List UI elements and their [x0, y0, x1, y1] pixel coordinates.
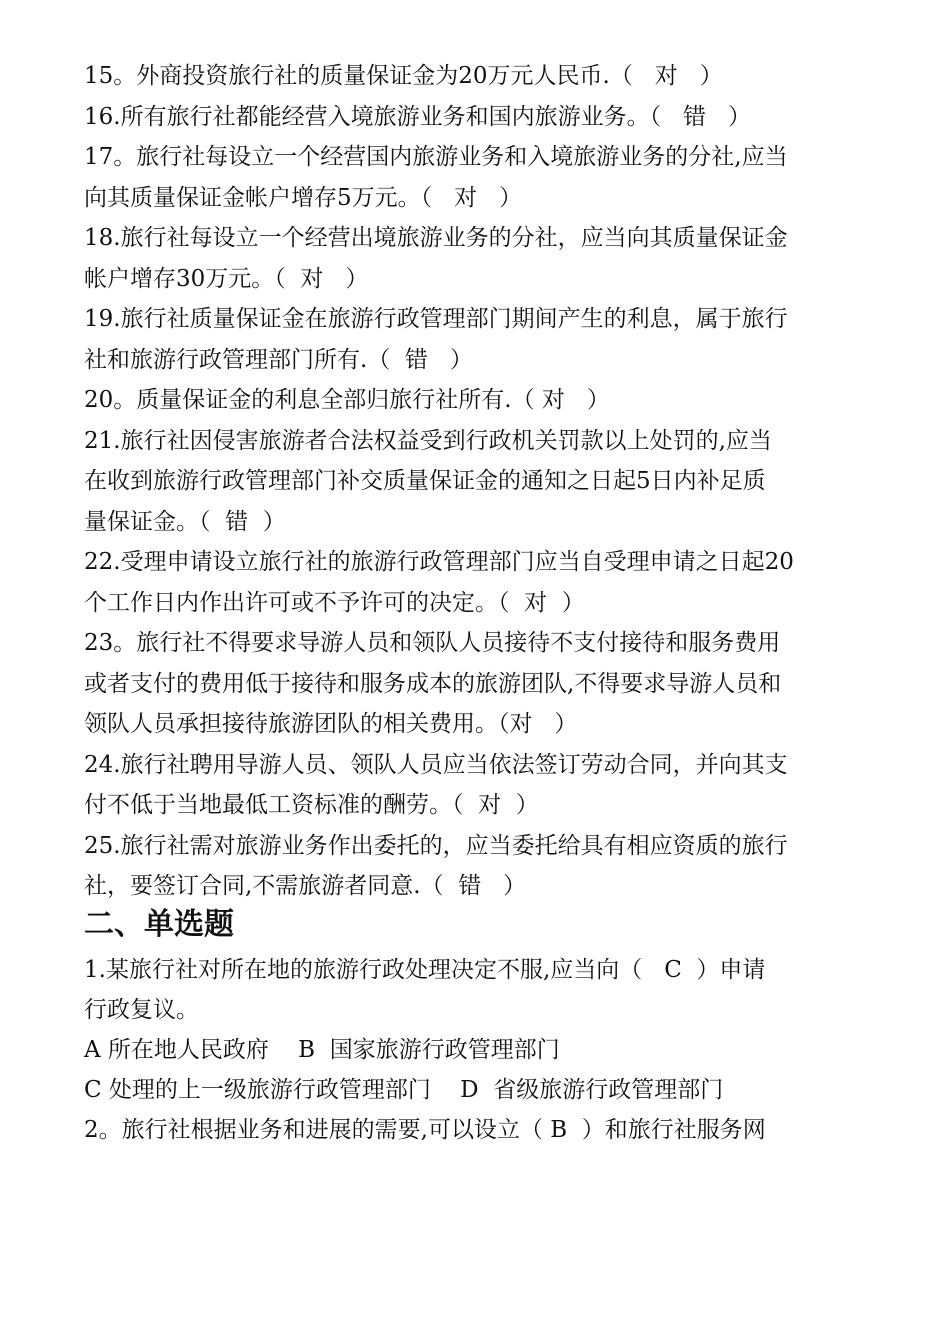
text-line: 个工作日内作出许可或不予许可的决定。（ 对 ） [84, 590, 585, 616]
text-line: 领队人员承担接待旅游团队的相关费用。（对 ） [84, 711, 578, 737]
text-line: 量保证金。（ 错 ） [84, 509, 286, 535]
text-line: 或者支付的费用低于接待和服务成本的旅游团队,不得要求导游人员和 [84, 671, 782, 697]
text-line: 22.受理申请设立旅行社的旅游行政管理部门应当自受理申请之日起20 [84, 549, 794, 575]
text-line: 24.旅行社聘用导游人员、领队人员应当依法签订劳动合同，并向其支 [84, 752, 788, 778]
text-line: 15。外商投资旅行社的质量保证金为20万元人民币.（ 对 ） [84, 63, 723, 89]
text-line: 25.旅行社需对旅游业务作出委托的，应当委托给具有相应资质的旅行 [84, 833, 788, 859]
text-line: 在收到旅游行政管理部门补交质量保证金的通知之日起5日内补足质 [84, 468, 766, 494]
text-line: C 处理的上一级旅游行政管理部门 D 省级旅游行政管理部门 [84, 1077, 724, 1103]
text-line: 18.旅行社每设立一个经营出境旅游业务的分社，应当向其质量保证金 [84, 225, 788, 251]
text-line: 社和旅游行政管理部门所有.（ 错 ） [84, 347, 473, 373]
text-line: 23。旅行社不得要求导游人员和领队人员接待不支付接待和服务费用 [84, 630, 781, 656]
text-line: 付不低于当地最低工资标准的酬劳。（ 对 ） [84, 792, 539, 818]
text-line: 16.所有旅行社都能经营入境旅游业务和国内旅游业务。（ 错 ） [84, 104, 751, 130]
text-line: 帐户增存30万元。（ 对 ） [84, 266, 369, 292]
text-line: 17。旅行社每设立一个经营国内旅游业务和入境旅游业务的分社,应当 [84, 144, 788, 170]
text-line: 社，要签订合同,不需旅游者同意.（ 错 ） [84, 873, 527, 899]
text-line: 向其质量保证金帐户增存5万元。（ 对 ） [84, 185, 522, 211]
text-line: 20。质量保证金的利息全部归旅行社所有.（ 对 ） [84, 387, 610, 413]
text-line: 1.某旅行社对所在地的旅游行政处理决定不服,应当向（ C ）申请 [84, 957, 766, 983]
section-heading: 二、单选题 [84, 907, 234, 942]
text-line: A 所在地人民政府 B 国家旅游行政管理部门 [84, 1037, 560, 1063]
text-line: 19.旅行社质量保证金在旅游行政管理部门期间产生的利息，属于旅行 [84, 306, 788, 332]
text-line: 21.旅行社因侵害旅游者合法权益受到行政机关罚款以上处罚的,应当 [84, 428, 772, 454]
text-line: 2。旅行社根据业务和进展的需要,可以设立（ B ）和旅行社服务网 [84, 1117, 766, 1143]
text-line: 行政复议。 [84, 997, 199, 1023]
